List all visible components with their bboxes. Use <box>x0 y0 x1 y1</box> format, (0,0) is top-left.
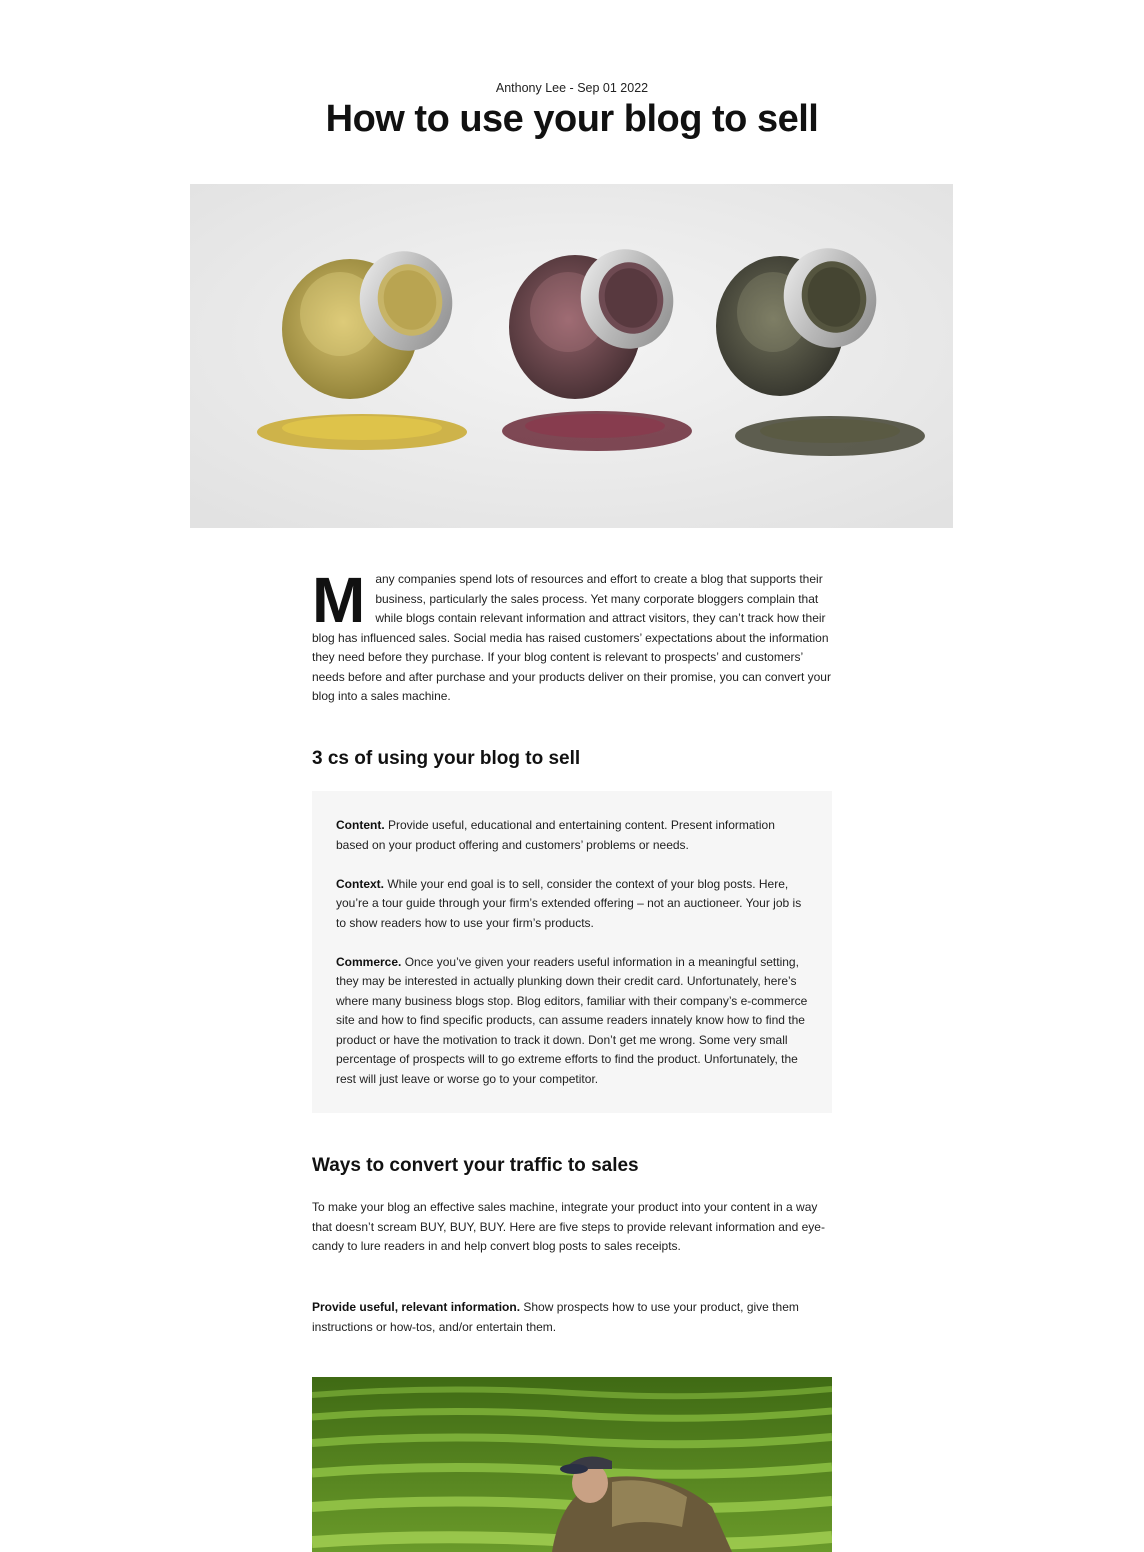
ways-paragraph <box>312 1198 832 1257</box>
tea-plantation-photo <box>312 1377 832 1552</box>
ways-text: To make your blog an effective sales machine, integrate your product into your content in a way that doesn’t scream BUY, BUY, BUY. Here are five steps to provide relevant information and eye-candy to lure readers in and help convert blog posts to sales receipts. <box>312 1200 825 1253</box>
callout-text: Once you’ve given your readers useful information in a meaningful setting, they may be interested in actually plunking down their credit card. Unfortunately, here’s where many business blogs stop. Blog editors, familiar with their company’s e-commerce site and how to find specific products, can assume readers innately know how to find the product or have the motivation to track it down. Don’t get me wrong. Some very small percentage of prospects will to go extreme efforts to find the product. Unfortunately, the rest will just leave or worse go to your competitor. <box>336 954 808 1086</box>
callout-term: Commerce. <box>336 954 402 969</box>
hero-image-tea-jars <box>190 184 953 528</box>
drop-cap: M <box>312 564 366 636</box>
callout-text: While your end goal is to sell, consider the context of your blog posts. Here, you’re a tour guide through your firm’s extended offering – not an auctioneer. Your job is to show readers how to use your firm’s products. <box>336 876 802 930</box>
tip-paragraph <box>312 1298 832 1337</box>
post-meta: Anthony Lee - Sep 01 2022 <box>495 81 649 95</box>
tip-term: Provide useful, relevant information. <box>312 1300 521 1314</box>
tip-text: Show prospects how to use your product, give them instructions or how-tos, and/or entertain them. <box>312 1300 799 1334</box>
callout-item-context <box>336 875 808 934</box>
callout-term: Context. <box>336 876 384 891</box>
post-title: How to use your blog to sell <box>325 98 819 140</box>
intro-paragraph <box>312 564 832 707</box>
section-heading-3cs: 3 cs of using your blog to sell <box>312 748 581 769</box>
callout-item-commerce <box>336 953 808 1090</box>
intro-text: any companies spend lots of resources and effort to create a blog that supports their business, particularly the sales process. Yet many corporate bloggers complain that while blogs contain relevant information and attract visitors, they can’t track how their blog has influenced sales. Social media has raised customers’ expectations about the information they need before they purchase. If your blog content is relevant to prospects’ and customers’ needs before and after purchase and your products deliver on their promise, you can convert your blog into a sales machine. <box>312 572 831 703</box>
tip-text-block <box>312 1298 832 1337</box>
callout-box <box>312 791 832 1113</box>
section-heading-ways: Ways to convert your traffic to sales <box>312 1155 639 1176</box>
callout-term: Content. <box>336 818 385 832</box>
callout-text: Provide useful, educational and entertaining content. Present information based on your product offering and customers’ problems or needs. <box>336 818 775 852</box>
callout-item-content <box>336 816 808 855</box>
